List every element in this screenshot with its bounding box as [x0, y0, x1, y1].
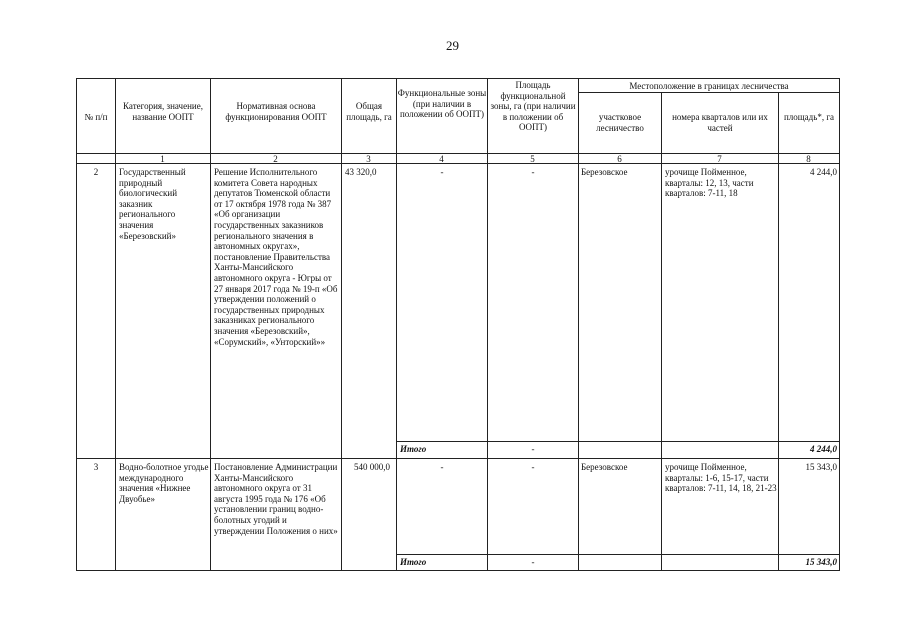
row-zones: -	[440, 167, 444, 177]
header-loc-area: площадь*, га	[783, 112, 835, 122]
col-divider-9	[839, 78, 840, 571]
col-divider-5	[487, 78, 488, 571]
row3-total-line	[396, 554, 839, 555]
index-cell: 2	[273, 154, 278, 164]
row-quarters: урочище Пойменное, кварталы: 12, 13, части кварталов: 7-11, 18	[665, 167, 754, 199]
header-num: № п/п	[84, 112, 108, 122]
index-cell: 4	[439, 154, 444, 164]
row-zone-area: -	[531, 167, 535, 177]
row-number: 3	[93, 462, 99, 472]
index-cell: 1	[160, 154, 165, 164]
table-top-border	[76, 78, 839, 79]
row-category: Государственный природный биологический заказник регионального значения «Березовский»	[119, 167, 186, 241]
col-divider-1	[115, 78, 116, 571]
row-quarters: урочище Пойменное, кварталы: 1-6, 15-17, части кварталов: 7-11, 14, 18, 21-23	[665, 462, 777, 494]
header-quarters: номера кварталов или их частей	[672, 112, 768, 133]
row-area: 540 000,0	[354, 462, 390, 472]
page-number: 29	[446, 38, 459, 53]
total-label: Итого	[400, 444, 427, 454]
row-district: Березовское	[581, 462, 628, 472]
header-zones: Функциональные зоны (при наличии в положении об ООПТ)	[397, 88, 487, 120]
header-area: Общая площадь, га	[346, 101, 392, 122]
table-bottom-border	[76, 570, 839, 571]
total-label: Итого	[400, 557, 427, 567]
index-cell: 5	[530, 154, 535, 164]
header-district: участковое лесничество	[596, 112, 644, 133]
header-zone-area: Площадь функциональной зоны, га (при наличии в положении об ООПТ)	[490, 80, 576, 133]
row-basis: Решение Исполнительного комитета Совета народных депутатов Тюменской области от 17 октября 1978 года № 387 «Об организации государственных заказников регионального значения в автономных округах», постановление Правительства Ханты-Мансийского автономного округа - Югры от 27 января 2017 года № 19-п «Об утверждении положений о государственных природных заказниках регионального значения «Березовский», «Сорумский», «Унторский»»	[214, 167, 338, 347]
row2-bottom-line	[76, 458, 839, 459]
index-cell: 7	[717, 154, 722, 164]
row2-total-line	[396, 441, 839, 442]
col-divider-2	[210, 78, 211, 571]
col-divider-3	[341, 78, 342, 571]
header-location: Местоположение в границах лесничества	[629, 81, 789, 91]
index-cell: 3	[366, 154, 371, 164]
total-dash: -	[531, 557, 535, 567]
total-dash: -	[531, 444, 535, 454]
row-district: Березовское	[581, 167, 628, 177]
row-basis: Постановление Администрации Ханты-Мансийского автономного округа от 31 августа 1995 года № 176 «Об установлении границ водно-болотных угодий и утверждении Положения о них»	[214, 462, 338, 536]
header-category: Категория, значение, название ООПТ	[123, 101, 203, 122]
total-value: 4 244,0	[810, 444, 837, 454]
row-area: 43 320,0	[345, 167, 377, 177]
total-value: 15 343,0	[805, 557, 837, 567]
row-loc-area: 4 244,0	[810, 167, 837, 177]
col-divider-6	[578, 78, 579, 571]
header-basis: Нормативная основа функционирования ООПТ	[225, 101, 327, 122]
row-number: 2	[93, 167, 99, 177]
row-zone-area: -	[531, 462, 535, 472]
row-loc-area: 15 343,0	[805, 462, 837, 472]
index-cell: 6	[617, 154, 622, 164]
row-category: Водно-болотное угодье международного значения «Нижнее Двуобье»	[119, 462, 209, 504]
location-subheader-line	[578, 92, 839, 93]
col-divider-4	[396, 78, 397, 571]
row-zones: -	[440, 462, 444, 472]
index-cell: 8	[806, 154, 811, 164]
col-divider-0	[76, 78, 77, 571]
